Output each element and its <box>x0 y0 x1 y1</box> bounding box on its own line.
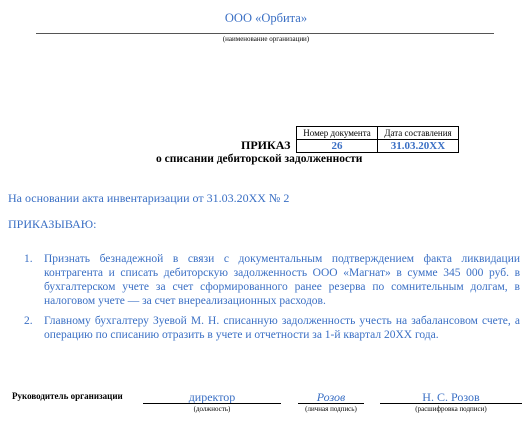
document-info-table <box>296 126 459 153</box>
full-name-caption: (расшифровка подписи) <box>415 405 487 413</box>
organization-caption: (наименование организации) <box>222 35 310 43</box>
doc-date-value: 31.03.20XX <box>378 140 459 153</box>
doc-date-header: Дата составления <box>378 127 459 140</box>
list-item-text: Главному бухгалтеру Зуевой М. Н. списанную задолженность учесть на забалансовом счете, а операцию по списанию отразить в учете и отчетности за 1-й квартал 20XX года. <box>44 315 520 341</box>
organization-name: ООО «Орбита» <box>224 11 308 25</box>
full-name-line <box>380 403 522 404</box>
list-item-number: 1. <box>24 253 33 265</box>
doc-number-header: Номер документа <box>297 127 378 140</box>
basis-text: На основании акта инвентаризации от 31.03.20XX № 2 <box>8 191 290 205</box>
list-item-text: Признать безнадежной в связи с документальным подтверждением факта ликвидации контрагента и списать дебиторскую задолженность ООО «Магнат» в сумме 345 000 руб. в бухгалтерском учете за счет сформированного ранее резерва по сомнительным долгам, в налоговом учете — за счет внереализационных расходов. <box>44 253 520 307</box>
position-line <box>143 403 281 404</box>
signature-caption: (личная подпись) <box>305 405 357 413</box>
order-word: ПРИКАЗЫВАЮ: <box>8 217 97 231</box>
signature-value: Розов <box>316 390 346 404</box>
full-name-value: Н. С. Розов <box>422 390 480 404</box>
list-item <box>24 252 520 308</box>
position-value: директор <box>188 390 236 404</box>
position-caption: (должность) <box>193 405 231 413</box>
organization-underline <box>36 33 494 34</box>
order-items-list <box>24 252 520 348</box>
list-item <box>24 314 520 342</box>
signature-label: Руководитель организации <box>12 391 123 401</box>
document-title: ПРИКАЗ <box>241 138 291 152</box>
document-subtitle: о списании дебиторской задолженности <box>156 153 363 165</box>
signature-line <box>298 403 364 404</box>
list-item-number: 2. <box>24 315 33 327</box>
doc-number-value: 26 <box>297 140 378 153</box>
